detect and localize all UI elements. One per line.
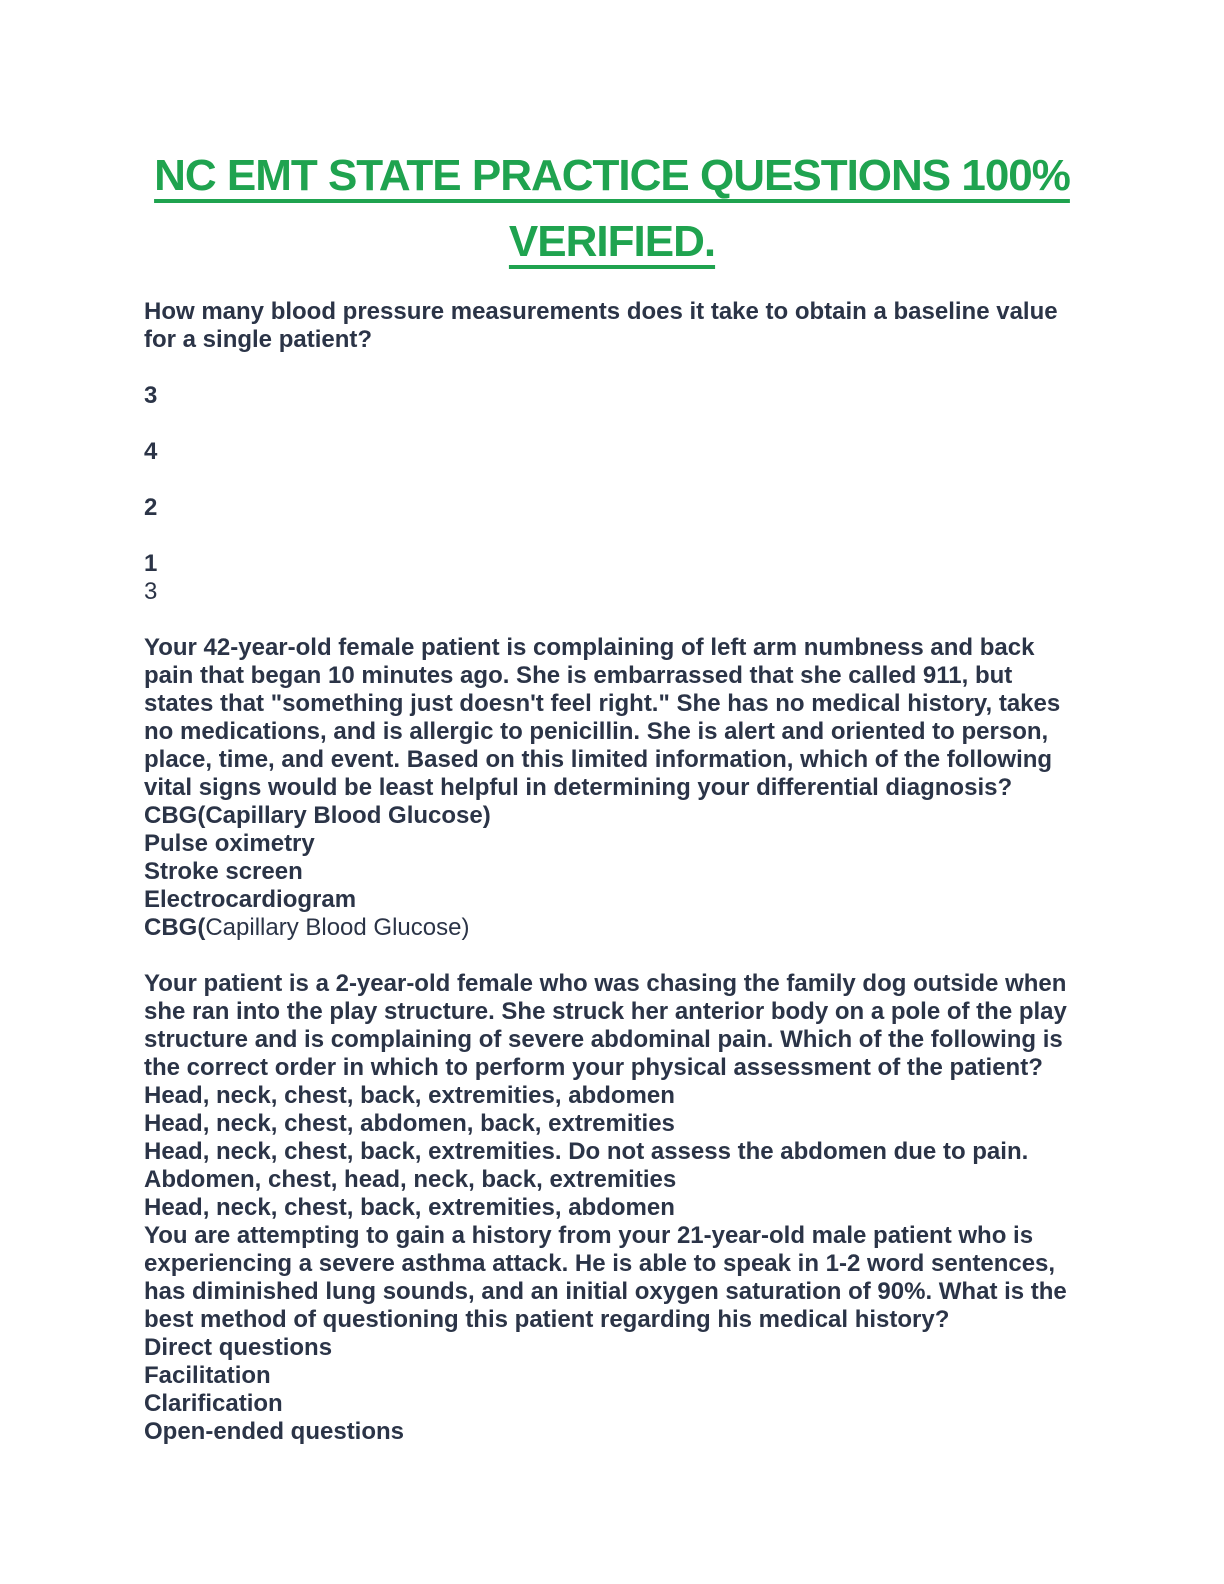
question-4-option-3: Clarification xyxy=(144,1390,283,1417)
question-4-option-4: Open-ended questions xyxy=(144,1418,405,1445)
question-4-option-1: Direct questions xyxy=(144,1334,333,1361)
document-title-line2: VERIFIED. xyxy=(508,217,716,266)
question-3-answer: Head, neck, chest, back, extremities, abdomen xyxy=(144,1194,675,1221)
question-1-answer: 3 xyxy=(144,578,158,605)
document-title-line1: NC EMT STATE PRACTICE QUESTIONS 100% xyxy=(154,151,1070,200)
question-1-option-3: 2 xyxy=(144,494,158,521)
question-2-option-2: Pulse oximetry xyxy=(144,830,315,857)
question-2-text: Your 42-year-old female patient is complaining of left arm numbness and back pain that began 10 minutes ago. She is embarrassed that she called 911, but states that "something just doesn't feel right." She has no medical history, takes no medications, and is allergic to penicillin. She is alert and oriented to person, place, time, and event. Based on this limited information, which of the following vital signs would be least helpful in determining your differential diagnosis? xyxy=(144,634,1061,801)
question-block-1 xyxy=(144,298,1080,606)
question-3-option-4: Abdomen, chest, head, neck, back, extremities xyxy=(144,1166,677,1193)
question-1-text: How many blood pressure measurements does it take to obtain a baseline value for a single patient? xyxy=(144,298,1058,353)
question-2-answer-bold-part: CBG( xyxy=(144,914,206,941)
question-2-answer xyxy=(144,914,1080,942)
question-2-option-1: CBG(Capillary Blood Glucose) xyxy=(144,802,491,829)
question-block-4 xyxy=(144,1222,1080,1446)
question-1-option-4: 1 xyxy=(144,550,158,577)
question-2-option-4: Electrocardiogram xyxy=(144,886,357,913)
question-1-option-2: 4 xyxy=(144,438,158,465)
question-1-option-1: 3 xyxy=(144,382,158,409)
question-3-option-2: Head, neck, chest, abdomen, back, extremities xyxy=(144,1110,675,1137)
question-4-text: You are attempting to gain a history from your 21-year-old male patient who is experiencing a severe asthma attack. He is able to speak in 1-2 word sentences, has diminished lung sounds, and an initial oxygen saturation of 90%. What is the best method of questioning this patient regarding his medical history? xyxy=(144,1222,1067,1333)
question-3-option-3: Head, neck, chest, back, extremities. Do not assess the abdomen due to pain. xyxy=(144,1138,1029,1165)
document-title xyxy=(144,143,1080,275)
question-2-option-3: Stroke screen xyxy=(144,858,303,885)
question-3-option-1: Head, neck, chest, back, extremities, abdomen xyxy=(144,1082,675,1109)
document-body xyxy=(144,298,1080,1446)
question-block-2 xyxy=(144,634,1080,942)
question-block-3 xyxy=(144,970,1080,1222)
question-3-text: Your patient is a 2-year-old female who was chasing the family dog outside when she ran into the play structure. She struck her anterior body on a pole of the play structure and is complaining of severe abdominal pain. Which of the following is the correct order in which to perform your physical assessment of the patient? xyxy=(144,970,1067,1081)
question-4-option-2: Facilitation xyxy=(144,1362,271,1389)
question-2-answer-regular-part: Capillary Blood Glucose) xyxy=(205,914,470,941)
